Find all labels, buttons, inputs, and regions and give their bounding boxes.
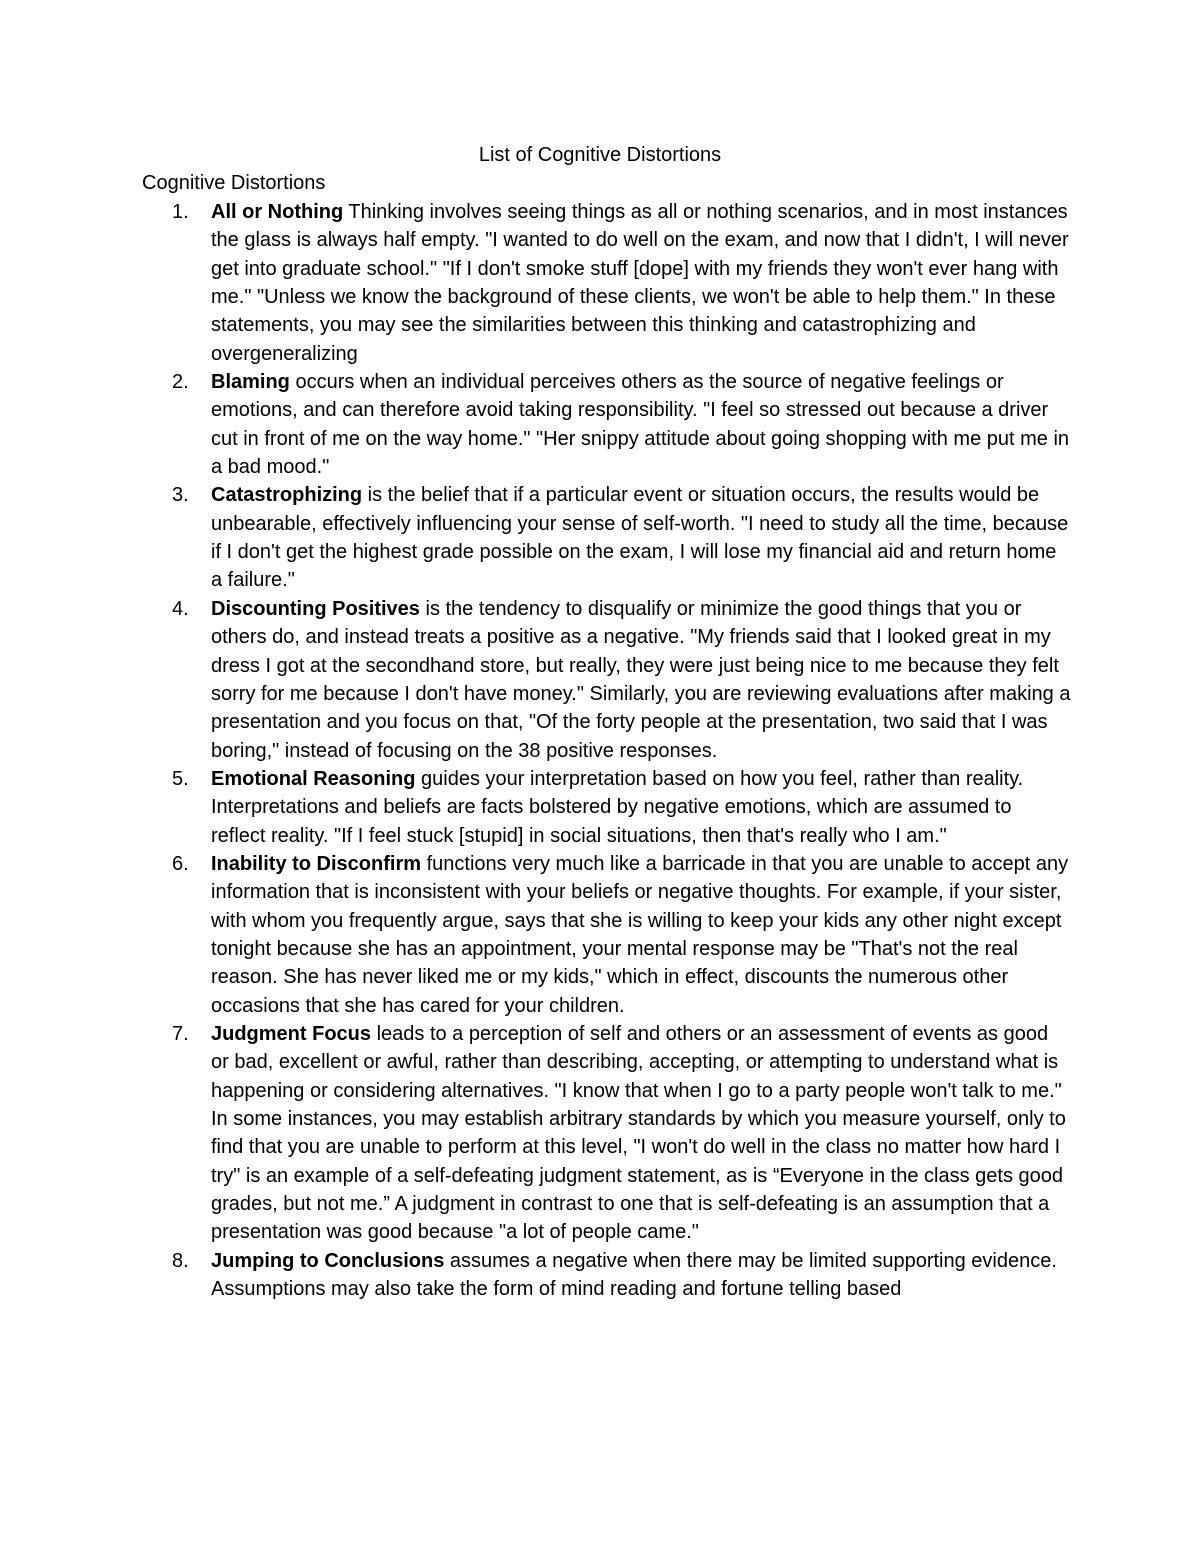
list-item-term: Inability to Disconfirm [211,852,422,875]
list-item-number: 6. [172,852,189,875]
list-item-text: occurs when an individual perceives others as the source of negative feelings or emotions, and can therefore avoid taking responsibility. "I feel so stressed out because a driver cut in front of me on the way home." "Her snippy attitude about going shopping with me put me in a bad mood." [211,371,1070,479]
list-item-term: Judgment Focus [211,1022,372,1045]
list-item-number: 3. [172,484,189,507]
section-heading: Cognitive Distortions [142,172,326,194]
list-item [0,1020,1200,1247]
list-item-text: is the belief that if a particular event or situation occurs, the results would be unbearable, effectively influencing your sense of self-worth. "I need to study all the time, because if I don't get the highest grade possible on the exam, I will lose my financial aid and return home a failure." [211,484,1069,592]
list-item-body [211,765,1071,850]
document-title: List of Cognitive Distortions [478,144,722,166]
list-item-number: 4. [172,597,189,620]
list-item-term: All or Nothing [211,201,344,223]
list-item [0,198,1200,368]
list-item-text: functions very much like a barricade in that you are unable to accept any information that is inconsistent with your beliefs or negative thoughts. For example, if your sister, with whom you frequently argue, says that she is willing to keep your kids any other night except tonight because she has an appointment, your mental response may be "That's not the real reason. She has never liked me or my kids," which in effect, discounts the numerous other occasions that she has cared for your children. [211,852,1069,1017]
list-item-term: Catastrophizing [211,484,363,507]
list-item [0,595,1200,765]
distortions-list [0,198,1200,1303]
list-item-text: assumes a negative when there may be limited supporting evidence. Assumptions may also take the form of mind reading and fortune telling based [211,1249,1057,1301]
list-item-number: 2. [172,371,189,394]
list-item [0,1247,1200,1304]
list-item-text: guides your interpretation based on how you feel, rather than reality. Interpretations and beliefs are facts bolstered by negative emotions, which are assumed to reflect reality. "If I feel stuck [stupid] in social situations, then that's really who I am." [211,767,1024,847]
list-item-body [211,595,1071,765]
list-item-number: 8. [172,1249,189,1272]
list-item-term: Discounting Positives [211,597,420,620]
list-item [0,481,1200,594]
list-item [0,850,1200,1020]
list-item-number: 5. [172,767,189,790]
list-item-body [211,481,1071,594]
list-item-text: Thinking involves seeing things as all or nothing scenarios, and in most instances the glass is always half empty. "I wanted to do well on the exam, and now that I didn't, I will never get into graduate school." "If I don't smoke stuff [dope] with my friends they won't ever hang with me." "Unless we know the background of these clients, we won't be able to help them." In these statements, you may see the similarities between this thinking and catastrophizing and overgeneralizing [211,201,1069,365]
list-item-term: Jumping to Conclusions [211,1249,445,1272]
list-item [0,765,1200,850]
list-item-text: is the tendency to disqualify or minimize the good things that you or others do, and instead treats a positive as a negative. "My friends said that I looked great in my dress I got at the secondhand store, but really, they were just being nice to me because they felt sorry for me because I don't have money." Similarly, you are reviewing evaluations after making a presentation and you focus on that, "Of the forty people at the presentation, two said that I was boring," instead of focusing on the 38 positive responses. [211,597,1071,762]
list-item-body [211,198,1071,368]
list-item-body [211,850,1071,1020]
list-item-number: 7. [172,1022,189,1045]
list-item [0,368,1200,481]
list-item-term: Blaming [211,371,290,394]
list-item-body [211,1020,1071,1247]
list-item-text: leads to a perception of self and others or an assessment of events as good or bad, excellent or awful, rather than describing, accepting, or attempting to understand what is happening or considering alternatives. "I know that when I go to a party people won't talk to me." In some instances, you may establish arbitrary standards by which you measure yourself, only to find that you are unable to perform at this level, "I won't do well in the class no matter how hard I try" is an example of a self-defeating judgment statement, as is “Everyone in the class gets good grades, but not me.” A judgment in contrast to one that is self-defeating is an assumption that a presentation was good because "a lot of people came." [211,1022,1066,1244]
list-item-term: Emotional Reasoning [211,767,416,790]
list-item-number: 1. [172,201,189,223]
list-item-body [211,1247,1071,1304]
list-item-body [211,368,1071,481]
